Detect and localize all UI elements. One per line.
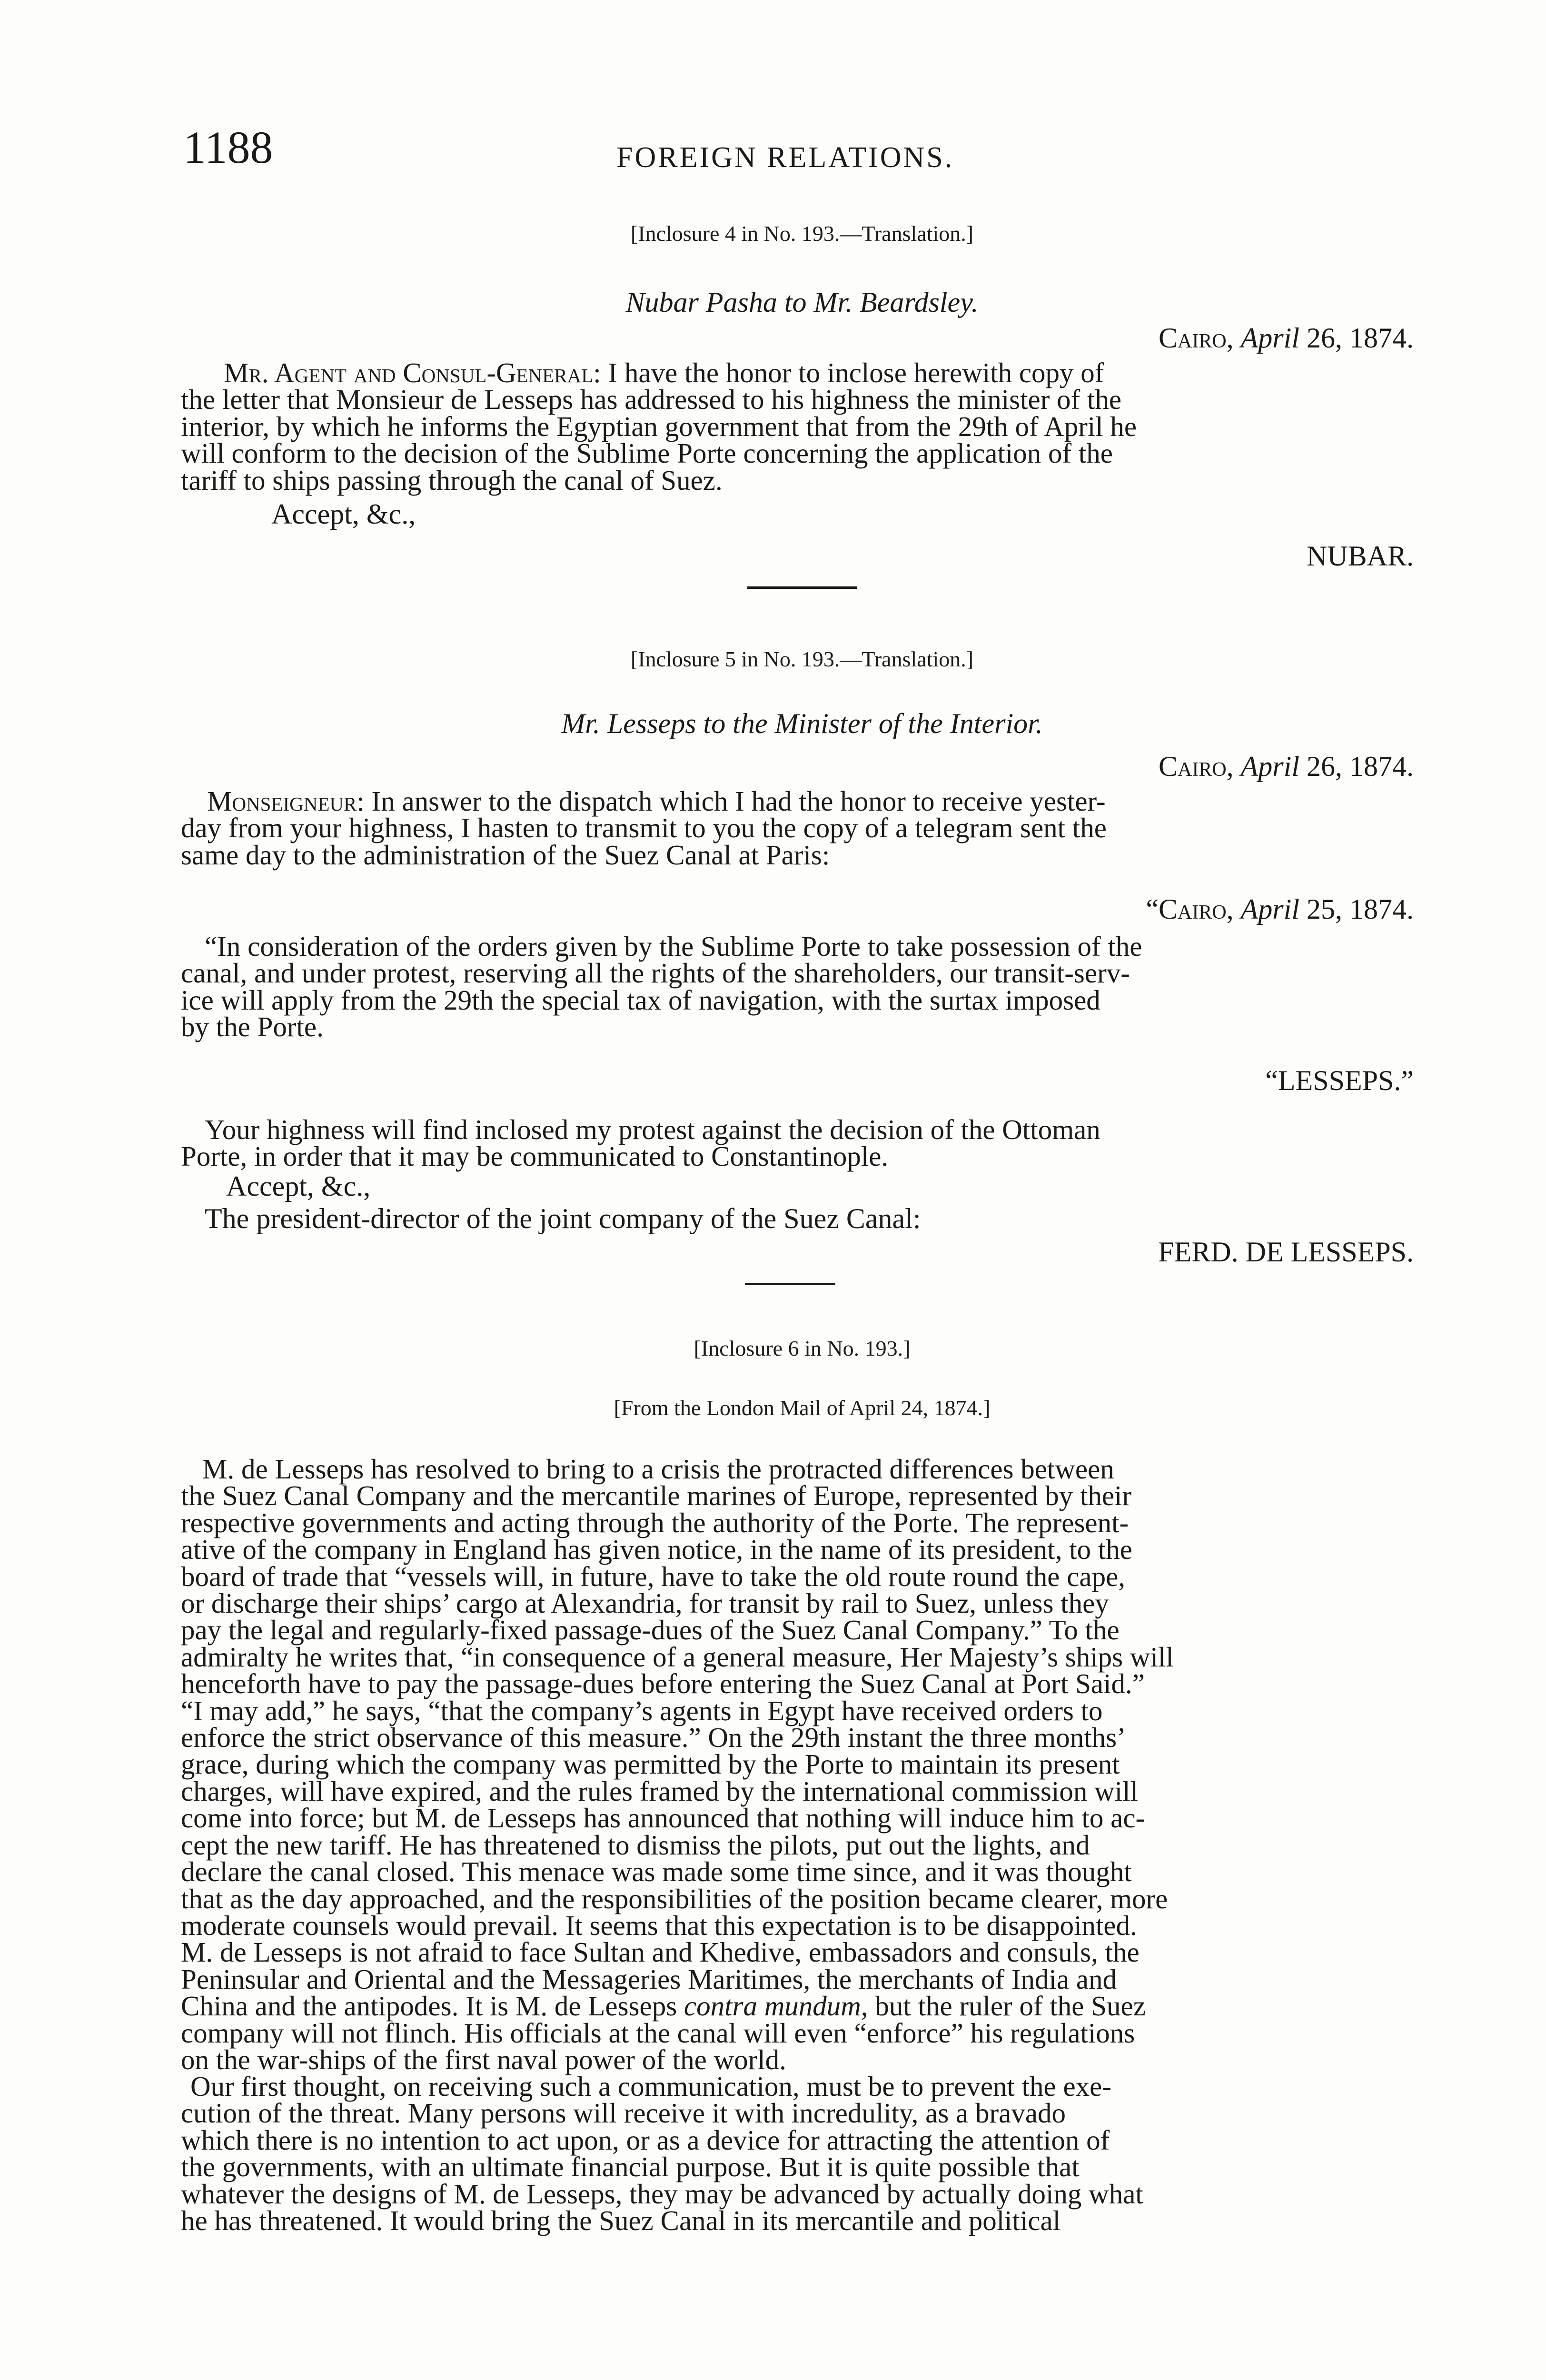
body-line: pay the legal and regularly-fixed passage-dues of the Suez Canal Company.” To the	[181, 1614, 1120, 1646]
telegram-signature: “LESSEPS.”	[1265, 1065, 1414, 1096]
body-line: Monseigneur: In answer to the dispatch which I had the honor to receive yester-	[207, 785, 1106, 817]
body-line: enforce the strict observance of this measure.” On the 29th instant the three months’	[181, 1722, 1126, 1754]
body-line: cution of the threat. Many persons will receive it with incredulity, as a bravado	[181, 2097, 1066, 2129]
date-place: “Cairo,	[1146, 893, 1234, 925]
body-line: the Suez Canal Company and the mercantile marines of Europe, represented by their	[181, 1480, 1132, 1512]
date-rest: 26, 1874.	[1307, 751, 1414, 782]
date-month: April	[1240, 322, 1299, 354]
body-line: charges, will have expired, and the rules framed by the international commission will	[181, 1775, 1138, 1807]
body-line: Mr. Agent and Consul-General: I have the honor to inclose herewith copy of	[224, 357, 1104, 388]
body-line: henceforth have to pay the passage-dues before entering the Suez Canal at Port Said.”	[181, 1668, 1145, 1700]
body-line: Our first thought, on receiving such a communication, must be to prevent the exe-	[190, 2071, 1112, 2102]
body-line: admiralty he writes that, “in consequence of a general measure, Her Majesty’s ships will	[181, 1641, 1174, 1673]
date-rest: 26, 1874.	[1307, 322, 1414, 354]
inclosure-4-signature: NUBAR.	[1306, 540, 1414, 572]
page-number: 1188	[183, 122, 273, 173]
inclosure-4-dateline	[181, 324, 1414, 352]
body-line: will conform to the decision of the Sublime Porte concerning the application of the	[181, 437, 1113, 469]
inclosure-4-body	[181, 359, 1414, 494]
body-line: M. de Lesseps is not afraid to face Sultan and Khedive, embassadors and consuls, the	[181, 1936, 1140, 1968]
body-line: or discharge their ships’ cargo at Alexandria, for transit by rail to Suez, unless they	[181, 1587, 1109, 1619]
body-line: cept the new tariff. He has threatened to dismiss the pilots, put out the lights, and	[181, 1829, 1090, 1861]
inclosure-5-closing: Accept, &c.,	[226, 1170, 371, 1202]
inclosure-6-source: [From the London Mail of April 24, 1874.]	[614, 1396, 991, 1420]
inclosure-4-title: Nubar Pasha to Mr. Beardsley.	[625, 287, 979, 318]
body-line: Porte, in order that it may be communicated to Constantinople.	[181, 1140, 889, 1172]
body-line: China and the antipodes. It is M. de Lesseps contra mundum, but the ruler of the Suez	[181, 1990, 1146, 2022]
date-month: April	[1240, 893, 1299, 925]
inclosure-5-body	[181, 785, 1414, 871]
body-line: board of trade that “vessels will, in future, have to take the old route round the cape,	[181, 1560, 1126, 1592]
body-line: the governments, with an ultimate financial purpose. But it is quite possible that	[181, 2151, 1080, 2183]
body-line: that as the day approached, and the responsibilities of the position became clearer, more	[181, 1883, 1168, 1914]
body-line: ice will apply from the 29th the special tax of navigation, with the surtax imposed	[181, 984, 1100, 1016]
body-line: declare the canal closed. This menace was made some time since, and it was thought	[181, 1856, 1132, 1888]
body-line: moderate counsels would prevail. It seems that this expectation is to be disappointed.	[181, 1909, 1137, 1941]
inclosure-5-signature: FERD. DE LESSEPS.	[1158, 1236, 1414, 1268]
date-month: April	[1240, 751, 1299, 782]
date-place: Cairo,	[1158, 322, 1234, 354]
inclosure-5-signoff: The president-director of the joint company of the Suez Canal:	[205, 1203, 921, 1234]
body-line: same day to the administration of the Suez Canal at Paris:	[181, 839, 830, 871]
inclosure-5-dateline	[181, 752, 1414, 781]
body-line: which there is no intention to act upon, or as a device for attracting the attention of	[181, 2124, 1110, 2156]
body-line: whatever the designs of M. de Lesseps, they may be advanced by actually doing what	[181, 2178, 1143, 2210]
inclosure-5-heading: [Inclosure 5 in No. 193.—Translation.]	[630, 647, 974, 671]
body-line: Your highness will find inclosed my protest against the decision of the Ottoman	[205, 1114, 1100, 1145]
date-place: Cairo,	[1158, 751, 1234, 782]
inclosure-6-paragraph-1	[181, 1453, 1414, 2075]
body-line: on the war-ships of the first naval power of the world.	[181, 2043, 786, 2075]
body-line: the letter that Monsieur de Lesseps has addressed to his highness the minister of the	[181, 384, 1122, 416]
inclosure-6-heading: [Inclosure 6 in No. 193.]	[694, 1336, 911, 1360]
inclosure-5-title: Mr. Lesseps to the Minister of the Interior.	[561, 708, 1043, 739]
body-line: by the Porte.	[181, 1011, 324, 1043]
body-line: he has threatened. It would bring the Suez Canal in its mercantile and political	[181, 2205, 1061, 2237]
inclosure-4-heading: [Inclosure 4 in No. 193.—Translation.]	[630, 221, 974, 246]
latin-phrase: contra mundum	[684, 1990, 861, 2022]
body-line: “I may add,” he says, “that the company’s agents in Egypt have received orders to	[181, 1695, 1103, 1726]
date-rest: 25, 1874.	[1307, 893, 1414, 925]
body-line: M. de Lesseps has resolved to bring to a crisis the protracted differences between	[202, 1453, 1114, 1485]
body-line: day from your highness, I hasten to transmit to you the copy of a telegram sent the	[181, 812, 1107, 844]
body-line: come into force; but M. de Lesseps has announced that nothing will induce him to ac-	[181, 1802, 1145, 1834]
body-line: company will not flinch. His officials at the canal will even “enforce” his regulations	[181, 2017, 1135, 2049]
telegram-dateline	[181, 895, 1414, 923]
body-line: grace, during which the company was permitted by the Porte to maintain its present	[181, 1748, 1120, 1780]
body-line: canal, and under protest, reserving all the rights of the shareholders, our transit-serv-	[181, 957, 1130, 989]
body-line: tariff to ships passing through the canal of Suez.	[181, 464, 723, 496]
telegram-body	[181, 933, 1414, 1041]
inclosure-5-followup	[181, 1116, 1414, 1170]
salutation: Monseigneur	[207, 785, 357, 817]
salutation: Mr. Agent and Consul-General	[224, 357, 594, 388]
inclosure-6-paragraph-2	[181, 2071, 1414, 2237]
section-divider	[747, 586, 857, 589]
inclosure-4-closing: Accept, &c.,	[271, 498, 416, 530]
body-line: Peninsular and Oriental and the Messageries Maritimes, the merchants of India and	[181, 1963, 1117, 1995]
section-divider	[745, 1283, 835, 1285]
body-line: interior, by which he informs the Egyptian government that from the 29th of April he	[181, 410, 1137, 442]
running-head: FOREIGN RELATIONS.	[616, 141, 954, 174]
body-line: respective governments and acting through the authority of the Porte. The represent-	[181, 1507, 1129, 1538]
body-line: ative of the company in England has given notice, in the name of its president, to the	[181, 1534, 1132, 1566]
body-line: “In consideration of the orders given by the Sublime Porte to take possession of the	[205, 931, 1142, 962]
